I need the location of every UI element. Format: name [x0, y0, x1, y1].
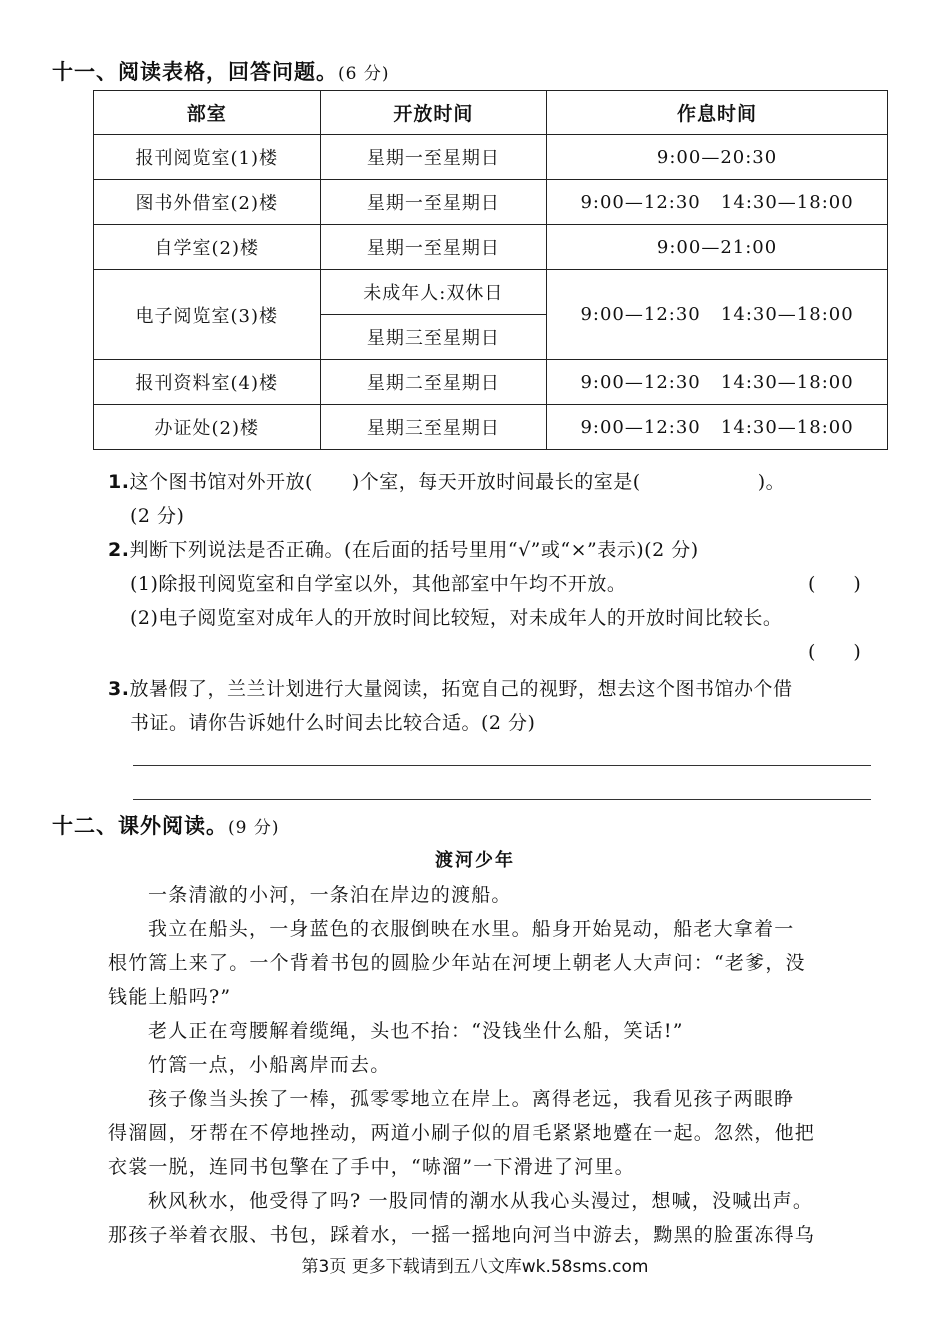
table-header-row: [94, 91, 888, 135]
hours-cell: 9:00—12:30 14:30—18:00: [547, 405, 888, 450]
answer-line-2[interactable]: [133, 799, 871, 800]
header-hours: 作息时间: [547, 91, 888, 135]
section-11-points: (6 分): [338, 64, 390, 84]
header-room: 部室: [94, 91, 321, 135]
hours-cell: 9:00—12:30 14:30—18:00: [547, 270, 888, 360]
open-days-cell: 星期一至星期日: [320, 135, 547, 180]
section-12-points: (9 分): [228, 818, 280, 838]
open-days-cell: 星期三至星期日: [320, 315, 547, 360]
answer-bracket-1[interactable]: ( ): [808, 573, 861, 595]
story-line: 竹篙一点，小船离岸而去。: [148, 1054, 391, 1076]
question-3: [108, 674, 792, 701]
section-11-heading: 十一、阅读表格，回答问题。: [52, 60, 338, 84]
table-row: [94, 360, 888, 405]
story-line: 衣裳一脱，连同书包擎在了手中，“哧溜”一下滑进了河里。: [108, 1156, 635, 1178]
room-cell: 报刊资料室(4)楼: [94, 360, 321, 405]
story-line: 那孩子举着衣服、书包，踩着水，一摇一摇地向河当中游去，黝黑的脸蛋冻得乌: [108, 1224, 816, 1246]
room-cell: 图书外借室(2)楼: [94, 180, 321, 225]
hours-cell: 9:00—12:30 14:30—18:00: [547, 180, 888, 225]
question-3-number: 3.: [108, 678, 130, 700]
section-12-heading: 十二、课外阅读。: [52, 814, 228, 838]
room-cell: 自学室(2)楼: [94, 225, 321, 270]
section-12-title: [52, 810, 279, 840]
table-row: [94, 180, 888, 225]
story-line: 我立在船头，一身蓝色的衣服倒映在水里。船身开始晃动，船老大拿着一: [148, 918, 795, 940]
story-line: 孩子像当头挨了一棒，孤零零地立在岸上。离得老远，我看见孩子两眼睁: [148, 1088, 795, 1110]
table-row: [94, 405, 888, 450]
question-2-number: 2.: [108, 539, 130, 561]
hours-cell: 9:00—20:30: [547, 135, 888, 180]
open-days-cell: 星期三至星期日: [320, 405, 547, 450]
question-1-text: 这个图书馆对外开放( )个室，每天开放时间最长的室是( )。: [129, 471, 786, 493]
room-cell: 报刊阅览室(1)楼: [94, 135, 321, 180]
story-line: 一条清澈的小河，一条泊在岸边的渡船。: [148, 884, 512, 906]
question-2-item-2: (2)电子阅览室对成年人的开放时间比较短，对未成年人的开放时间比较长。: [130, 607, 783, 629]
answer-line-1[interactable]: [133, 765, 871, 766]
section-11-title: [52, 56, 389, 86]
story-line: 根竹篙上来了。一个背着书包的圆脸少年站在河埂上朝老人大声问：“老爹，没: [108, 952, 806, 974]
story-line: 秋风秋水，他受得了吗? 一股同情的潮水从我心头漫过，想喊，没喊出声。: [148, 1190, 814, 1212]
story-line: 老人正在弯腰解着缆绳，头也不抬：“没钱坐什么船，笑话!”: [148, 1020, 684, 1042]
hours-cell: 9:00—21:00: [547, 225, 888, 270]
table-row: [94, 270, 888, 315]
open-days-cell: 未成年人:双休日: [320, 270, 547, 315]
question-3-line-2: 书证。请你告诉她什么时间去比较合适。(2 分): [130, 712, 536, 734]
table-row: [94, 135, 888, 180]
open-days-cell: 星期二至星期日: [320, 360, 547, 405]
question-1: [108, 467, 785, 494]
library-schedule-table: [93, 90, 888, 450]
question-3-line-1: 放暑假了，兰兰计划进行大量阅读，拓宽自己的视野，想去这个图书馆办个借: [129, 678, 793, 700]
question-2-text: 判断下列说法是否正确。(在后面的括号里用“√”或“×”表示)(2 分): [129, 539, 699, 561]
room-cell: 办证处(2)楼: [94, 405, 321, 450]
table-row: [94, 225, 888, 270]
open-days-cell: 星期一至星期日: [320, 225, 547, 270]
question-1-number: 1.: [108, 471, 130, 493]
hours-cell: 9:00—12:30 14:30—18:00: [547, 360, 888, 405]
question-2-item-1: (1)除报刊阅览室和自学室以外，其他部室中午均不开放。: [130, 573, 627, 595]
room-cell: 电子阅览室(3)楼: [94, 270, 321, 360]
open-days-cell: 星期一至星期日: [320, 180, 547, 225]
answer-bracket-2[interactable]: ( ): [808, 641, 861, 663]
page-footer: 第3页 更多下载请到五八文库wk.58sms.com: [301, 1257, 649, 1277]
story-line: 得溜圆，牙帮在不停地挫动，两道小刷子似的眉毛紧紧地蹙在一起。忽然，他把: [108, 1122, 816, 1144]
question-2: [108, 535, 699, 562]
header-open-days: 开放时间: [320, 91, 547, 135]
question-1-points: (2 分): [130, 505, 185, 527]
story-title: 渡河少年: [435, 850, 515, 871]
story-line: 钱能上船吗?”: [108, 986, 232, 1008]
